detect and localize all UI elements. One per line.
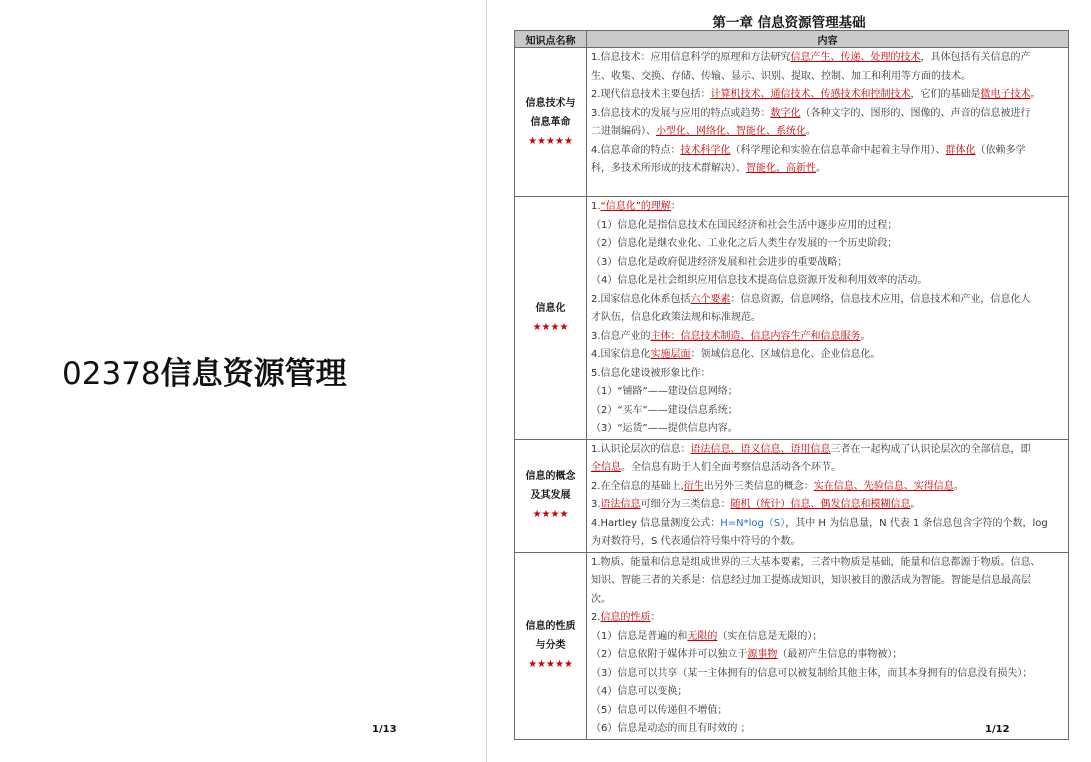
text-segment: （6）信息是动态的而且有时效的 ；	[591, 723, 751, 734]
importance-stars: ★★★★★	[528, 659, 573, 670]
text-segment: 3.信息产业的	[591, 330, 651, 342]
table-row	[515, 552, 1069, 739]
knowledge-point-name	[515, 439, 587, 552]
content-line	[591, 533, 1064, 552]
text-segment: （科学理论和实验在信息革命中起着主导作用）、	[730, 144, 946, 156]
text-segment: 3.信息技术的发展与应用的特点或趋势：	[591, 107, 771, 119]
text-segment: ，它们的基础是	[910, 89, 981, 100]
text-segment: 2.国家信息化体系包括	[591, 293, 691, 305]
knowledge-point-name-line: 信息的性质	[525, 621, 576, 632]
content-line	[591, 272, 1064, 291]
page-number-left: 1/13	[372, 724, 397, 735]
text-segment: 4.国家信息化	[591, 349, 651, 360]
cover-title	[62, 348, 347, 393]
text-segment: ：信息资源，信息网络，信息技术应用，信息技术和产业，信息化人	[730, 293, 1031, 305]
key-term: 计算机技术、通信技术、传感技术和控制技术	[710, 89, 911, 100]
key-term: 语法信息、语义信息、语用信息	[690, 443, 831, 455]
content-line	[591, 68, 1064, 87]
text-segment: 知识、智能三者的关系是：信息经过加工提炼成知识，知识被目的激活成为智能。智能是信息最高层	[591, 575, 1031, 586]
knowledge-point-name	[515, 197, 587, 440]
text-segment: （依赖多学	[975, 144, 1026, 156]
key-term: 智能化、高新性	[746, 163, 816, 174]
key-term: 衍生	[683, 480, 704, 492]
text-segment: 3.	[591, 499, 601, 510]
content-line	[591, 591, 1064, 610]
knowledge-point-content	[587, 439, 1069, 552]
content-line	[591, 420, 1064, 439]
key-term: 实施层面	[650, 349, 691, 360]
text-segment: ：	[650, 612, 661, 623]
content-line	[591, 554, 1064, 573]
text-segment: 1.认识论层次的信息：	[591, 443, 691, 455]
knowledge-point-name-line: 信息技术与	[525, 97, 576, 109]
key-term: 六个要素	[690, 293, 731, 305]
text-segment: 4.Hartley 信息量测度公式：	[591, 517, 721, 529]
text-segment: 。	[816, 163, 826, 174]
content-line	[591, 235, 1064, 254]
text-segment: 科，多技术所形成的技术群解决）、	[591, 163, 746, 174]
text-segment: 才队伍，信息化政策法规和标准规范。	[591, 312, 761, 323]
content-line	[591, 105, 1064, 124]
content-line	[591, 683, 1064, 702]
text-segment: 2.现代信息技术主要包括：	[591, 89, 711, 100]
page-number-right: 1/12	[985, 724, 1010, 735]
text-segment: ，其中 H 为信息量，N 代表 1 条信息包含字符的个数，log	[785, 517, 1048, 529]
text-segment: 。	[860, 330, 871, 342]
text-segment: （2）“买车”——建设信息系统；	[591, 404, 738, 416]
header-content: 内容	[587, 31, 1069, 48]
text-segment: ，具体包括有关信息的产	[920, 52, 1031, 63]
knowledge-point-name-line: 及其发展	[530, 490, 571, 501]
text-segment: （1）信息是普遍的和	[591, 630, 688, 642]
importance-stars: ★★★★	[532, 321, 569, 333]
text-segment: （5）信息可以传递但不增值；	[591, 704, 728, 716]
knowledge-point-content	[587, 552, 1069, 739]
text-segment: （4）信息化是社会组织应用信息技术提高信息资源开发和利用效率的活动。	[591, 275, 928, 286]
text-segment: 。	[910, 499, 921, 510]
text-segment: （1）信息化是指信息技术在国民经济和社会生活中逐步应用的过程；	[591, 219, 898, 231]
text-segment: 1.	[591, 201, 601, 212]
text-segment: （实在信息是无限的）；	[717, 630, 823, 642]
content-line	[591, 515, 1064, 534]
text-segment: （4）信息可以变换；	[591, 686, 688, 697]
content-line	[591, 309, 1064, 328]
content-line	[591, 402, 1064, 421]
text-segment: （3）信息可以共享（某一主体拥有的信息可以被复制给其他主体，而其本身拥有的信息没有损失）；	[591, 667, 1033, 679]
course-code: 02378	[62, 356, 161, 392]
content-line	[591, 646, 1064, 665]
key-term: 无限的	[687, 630, 718, 642]
key-term: 数字化	[770, 107, 801, 119]
key-term: 主体：信息技术制造、信息内容生产和信息服务	[650, 330, 861, 342]
content-line	[591, 86, 1064, 105]
text-segment: 二进制编码）、	[591, 126, 656, 137]
knowledge-point-name-line: 与分类	[535, 640, 566, 651]
left-page	[0, 0, 486, 762]
text-segment: （2）信息依附于媒体并可以独立于	[591, 649, 748, 660]
text-segment: 为对数符号，S 代表通信符号集中符号的个数。	[591, 536, 801, 547]
text-segment: ：	[670, 201, 681, 212]
content-line	[591, 217, 1064, 236]
key-term: 全信息	[591, 462, 621, 473]
key-term: 技术科学化	[680, 144, 731, 156]
text-segment: 三者在一起构成了认识论层次的全部信息，即	[830, 443, 1031, 455]
content-line	[591, 346, 1064, 365]
text-segment: 5.信息化建设被形象比作：	[591, 367, 711, 379]
table-row	[515, 48, 1069, 197]
knowledge-point-content	[587, 197, 1069, 440]
importance-stars: ★★★★★	[528, 135, 573, 147]
content-line	[591, 254, 1064, 273]
text-segment: 2.在全信息的基础上,	[591, 480, 684, 492]
table-row	[515, 439, 1069, 552]
text-segment: 2.	[591, 612, 601, 623]
course-title: 信息资源管理	[160, 356, 347, 392]
formula: H=N*log（S）	[720, 517, 786, 529]
content-line	[591, 142, 1064, 161]
content-line	[591, 365, 1064, 384]
text-segment: 。	[806, 126, 816, 137]
table-header-row	[515, 31, 1069, 48]
text-segment: 可细分为三类信息：	[640, 499, 731, 510]
content-line	[591, 49, 1064, 68]
knowledge-table	[514, 30, 1069, 740]
content-line	[591, 441, 1064, 460]
chapter-title: 第一章 信息资源管理基础	[712, 15, 866, 31]
text-segment: （3）信息化是政府促进经济发展和社会进步的重要战略；	[591, 256, 848, 268]
key-term: 小型化、网络化、智能化、系统化	[656, 126, 806, 137]
content-line	[591, 609, 1064, 628]
knowledge-point-content	[587, 48, 1069, 197]
key-term: 源事物	[747, 649, 778, 660]
text-segment: 4.信息革命的特点：	[591, 144, 681, 156]
knowledge-point-name-line: 信息的概念	[525, 471, 576, 482]
content-line	[591, 160, 1064, 179]
content-line	[591, 572, 1064, 591]
content-line	[591, 291, 1064, 310]
content-line	[591, 478, 1064, 497]
table-body	[515, 48, 1069, 740]
key-term: 群体化	[945, 144, 976, 156]
text-segment: 出另外三类信息的概念：	[703, 480, 814, 492]
content-line	[591, 198, 1064, 217]
text-segment: 生、收集、交换、存储、传输、显示、识别、提取、控制、加工和利用等方面的技术。	[591, 70, 971, 82]
content-line	[591, 628, 1064, 647]
content-line	[591, 702, 1064, 721]
key-term: 随机（统计）信息、偶发信息和模糊信息	[730, 499, 911, 510]
text-segment: 次。	[591, 593, 611, 605]
text-segment: （最初产生信息的事物被）；	[777, 649, 903, 660]
key-term: 语法信息	[600, 499, 641, 510]
right-page	[487, 0, 1091, 762]
text-segment: （3）“运货”——提供信息内容。	[591, 423, 738, 434]
content-line	[591, 383, 1064, 402]
content-line	[591, 123, 1064, 142]
text-segment: （各种文字的、图形的、图像的、声音的信息被进行	[800, 107, 1031, 119]
text-segment: 。	[953, 480, 964, 492]
text-segment: ：领域信息化、区域信息化、企业信息化。	[690, 349, 881, 360]
key-term: 实在信息、先验信息、实得信息	[813, 480, 954, 492]
text-segment: 1.信息技术：应用信息科学的原理和方法研究	[591, 52, 791, 63]
text-segment: 。全信息有助于人们全面考察信息活动各个环节。	[621, 462, 841, 473]
text-segment: 。	[1030, 89, 1041, 100]
key-term: 微电子技术	[980, 89, 1031, 100]
knowledge-point-name-line: 信息化	[535, 302, 566, 314]
content-line	[591, 665, 1064, 684]
knowledge-point-name-line: 信息革命	[530, 116, 571, 128]
text-segment: （1）“铺路”——建设信息网络；	[591, 386, 738, 397]
table-row	[515, 197, 1069, 440]
text-segment: （2）信息化是继农业化、工业化之后人类生存发展的一个历史阶段；	[591, 238, 898, 249]
key-term: 信息产生、传递、处理的技术	[790, 52, 921, 63]
importance-stars: ★★★★	[532, 509, 569, 520]
content-line	[591, 496, 1064, 515]
content-line	[591, 459, 1064, 478]
header-name: 知识点名称	[515, 31, 587, 48]
knowledge-point-name	[515, 48, 587, 197]
key-term: “信息化”的理解	[600, 201, 671, 212]
text-segment: 1.物质、能量和信息是组成世界的三大基本要素，三者中物质是基础，能量和信息都源于物质。信息、	[591, 556, 1041, 568]
key-term: 信息的性质	[600, 612, 651, 623]
content-line	[591, 328, 1064, 347]
knowledge-point-name	[515, 552, 587, 739]
